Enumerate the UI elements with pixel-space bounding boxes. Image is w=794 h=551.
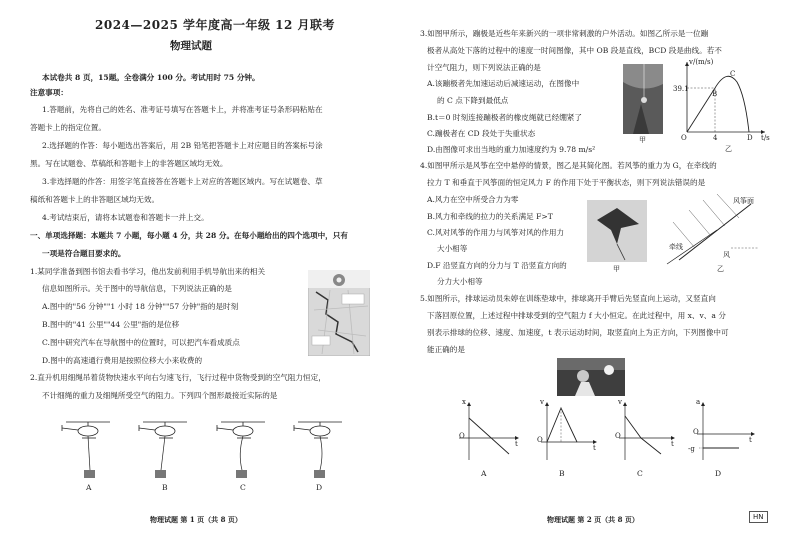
helicopter-option-a	[62, 422, 110, 478]
q4-diagram-line-label: 牵线	[669, 243, 683, 251]
q4-diagram-caption: 乙	[717, 265, 724, 273]
q3-graph-x-label: t/s	[761, 134, 770, 142]
q4-option-d: D.F 沿竖直方向的分力与 T 沿竖直方向的	[427, 261, 567, 270]
q5-stem: 5.如图所示，排球运动员朱婷在训练垫球中，排球离开手臂后先竖直向上运动，又竖直向	[420, 294, 716, 303]
q2-helicopter-figures	[58, 418, 358, 498]
q5-label-b: B	[559, 469, 565, 478]
q3-stem: 计空气阻力，则下列说法正确的是	[427, 63, 541, 72]
q5-a-axis: x	[462, 398, 466, 406]
q5-a-origin: O	[459, 432, 465, 440]
q4-diagram-face-label: 风筝面	[733, 197, 754, 205]
q4-option-a: A.风力在空中所受合力为零	[427, 195, 519, 204]
q5-graph-b	[541, 402, 597, 460]
exam-summary: 本试卷共 8 页，15题。全卷满分 100 分。考试用时 75 分钟。	[42, 73, 260, 82]
q5-c-t: t	[671, 440, 674, 448]
q5-b-t: t	[593, 444, 596, 452]
page-footer-right: 物理试题 第 2 页（共 8 页）	[547, 515, 639, 524]
q2-stem: 不计细绳的重力及细绳所受空气的阻力。下列四个图形最接近实际的是	[42, 391, 278, 400]
q3-option-a-cont: 的 C 点下降到最低点	[437, 96, 509, 105]
note-line: 稿纸和答题卡上的非答题区域均无效。	[30, 195, 160, 204]
q1-option-d: D.图中的高速通行费用是按照位移大小来收费的	[42, 356, 203, 365]
q3-stem: 3.如图甲所示，蹦极是近些年来新兴的一项非常刺激的户外活动。如图乙所示是一位蹦	[420, 29, 709, 38]
q5-d-neg: -g	[688, 445, 695, 453]
exam-title: 2024—2025 学年度高一年级 12 月联考	[95, 18, 336, 32]
q3-stem: 极者从高处下落的过程中的速度一时间图像，其中 OB 段是直线，BCD 段是曲线。若不	[427, 46, 722, 55]
q5-d-axis: a	[696, 398, 701, 406]
q4-option-c: C.风对风筝的作用力与风筝对风的作用力	[427, 228, 565, 237]
section-heading: 一、单项选择题：本题共 7 小题，每小题 4 分，共 28 分。在每小题给出的四个选项中，只有	[30, 231, 348, 240]
q3-vt-graph	[673, 58, 771, 144]
q3-graph-point-b: B	[712, 90, 718, 98]
q5-stem: 别表示排球的位移、速度、加速度，t 表示运动时间，取竖直向上为正方向，下列图像中可	[427, 328, 729, 337]
q4-option-b: B.风力和牵线的拉力的关系满足 F>T	[427, 212, 553, 221]
bungee-photo	[623, 64, 663, 134]
q1-option-b: B.图中的"41 公里""44 公里"指的是位移	[42, 320, 180, 329]
q5-b-axis: v	[540, 398, 544, 406]
q2-label-b: B	[162, 483, 168, 492]
note-line: 2.选择题的作答：每小题选出答案后，用 2B 铅笔把答题卡上对应题目的答案标号涂	[42, 141, 323, 150]
note-line: 3.非选择题的作答：用签字笔直接答在答题卡上对应的答题区域内。写在试题卷、草	[42, 177, 323, 186]
q1-stem: 1.某同学准备到图书馆去看书学习，他出发前利用手机导航出来的相关	[30, 267, 266, 276]
q4-option-c-cont: 大小相等	[437, 244, 468, 253]
q3-graph-caption: 乙	[725, 145, 732, 153]
q5-c-origin: O	[615, 432, 621, 440]
q3-option-a: A.该蹦极者先加速运动后减速运动，在图像中	[427, 79, 580, 88]
navigation-map-image	[308, 270, 370, 356]
kite-photo	[587, 200, 647, 262]
section-heading: 一项是符合题目要求的。	[42, 249, 126, 258]
q5-graph-c	[619, 402, 675, 460]
helicopter-option-c	[217, 422, 265, 478]
q5-label-d: D	[715, 469, 722, 478]
q4-option-d-cont: 分力大小相等	[437, 277, 483, 286]
q3-graph-x-value: 4	[713, 134, 718, 142]
q1-option-c: C.图中研究汽车在导航图中的位置时，可以把汽车看成质点	[42, 338, 240, 347]
q2-stem: 2.直升机用细绳吊着货物快速水平向右匀速飞行，飞行过程中货物受到的空气阻力恒定，	[30, 373, 326, 382]
q5-label-c: C	[637, 469, 643, 478]
q5-d-origin: O	[693, 428, 699, 436]
page-right	[397, 0, 794, 551]
q3-graph-point-d: D	[747, 134, 753, 142]
q1-stem: 信息如图所示。关于图中的导航信息，下列说法正确的是	[42, 284, 232, 293]
q5-graph-a	[459, 402, 519, 460]
q3-graph-y-label: v/(m/s)	[689, 58, 714, 66]
q3-graph-point-c: C	[730, 70, 736, 78]
volleyball-photo	[557, 358, 625, 396]
helicopter-option-d	[294, 422, 342, 478]
q3-option-d: D.由图像可求出当地的重力加速度约为 9.78 m/s²	[427, 145, 596, 154]
q5-d-t: t	[749, 436, 752, 444]
q2-label-d: D	[316, 483, 323, 492]
q3-graph-y-value: 39.1	[673, 85, 689, 93]
q5-b-origin: O	[537, 436, 543, 444]
q3-option-c: C.蹦极者在 CD 段处于失重状态	[427, 129, 536, 138]
note-line: 黑。写在试题卷、草稿纸和答题卡上的非答题区域均无效。	[30, 159, 228, 168]
q4-stem: 拉力 T 和垂直于风筝面的恒定风力 F 的作用下处于平衡状态，则下列说法错误的是	[427, 178, 706, 187]
page-footer-left: 物理试题 第 1 页（共 8 页）	[150, 515, 242, 524]
q3-option-b: B.t＝0 时刻连接蹦极者的橡皮绳就已经绷紧了	[427, 113, 582, 122]
q5-stem: 能正确的是	[427, 345, 465, 354]
q4-stem: 4.如图甲所示是风筝在空中悬停的情景，图乙是其简化图。若风筝的重力为 G，在牵线的	[420, 161, 717, 170]
corner-badge: HN	[749, 511, 768, 523]
q5-stem: 下落回原位置，上述过程中排球受到的空气阻力 f 大小恒定。在此过程中，用 x、v、a 分	[427, 311, 726, 320]
helicopter-option-b	[139, 422, 187, 478]
note-line: 答题卡上的指定位置。	[30, 123, 106, 132]
q5-a-t: t	[515, 440, 518, 448]
q2-label-a: A	[86, 483, 92, 492]
q3-graph-origin: O	[681, 134, 687, 142]
q2-label-c: C	[240, 483, 246, 492]
q5-c-axis: v	[618, 398, 622, 406]
exam-subtitle: 物理试题	[170, 40, 212, 52]
q5-label-a: A	[481, 469, 487, 478]
q5-graph-d	[697, 402, 755, 460]
q1-option-a: A.图中的"56 分钟""1 小时 18 分钟""57 分钟"指的是时刻	[42, 302, 239, 311]
q4-photo-label: 甲	[613, 265, 620, 273]
note-line: 4.考试结束后，请将本试题卷和答题卡一并上交。	[42, 213, 209, 222]
notice-title: 注意事项：	[30, 88, 68, 97]
q4-diagram-wind-label: 风	[723, 251, 730, 259]
note-line: 1.答题前，先将自己的姓名、准考证号填写在答题卡上，并将准考证号条形码粘贴在	[42, 105, 323, 114]
q5-graphs	[455, 398, 773, 464]
q3-photo-label: 甲	[639, 136, 646, 144]
